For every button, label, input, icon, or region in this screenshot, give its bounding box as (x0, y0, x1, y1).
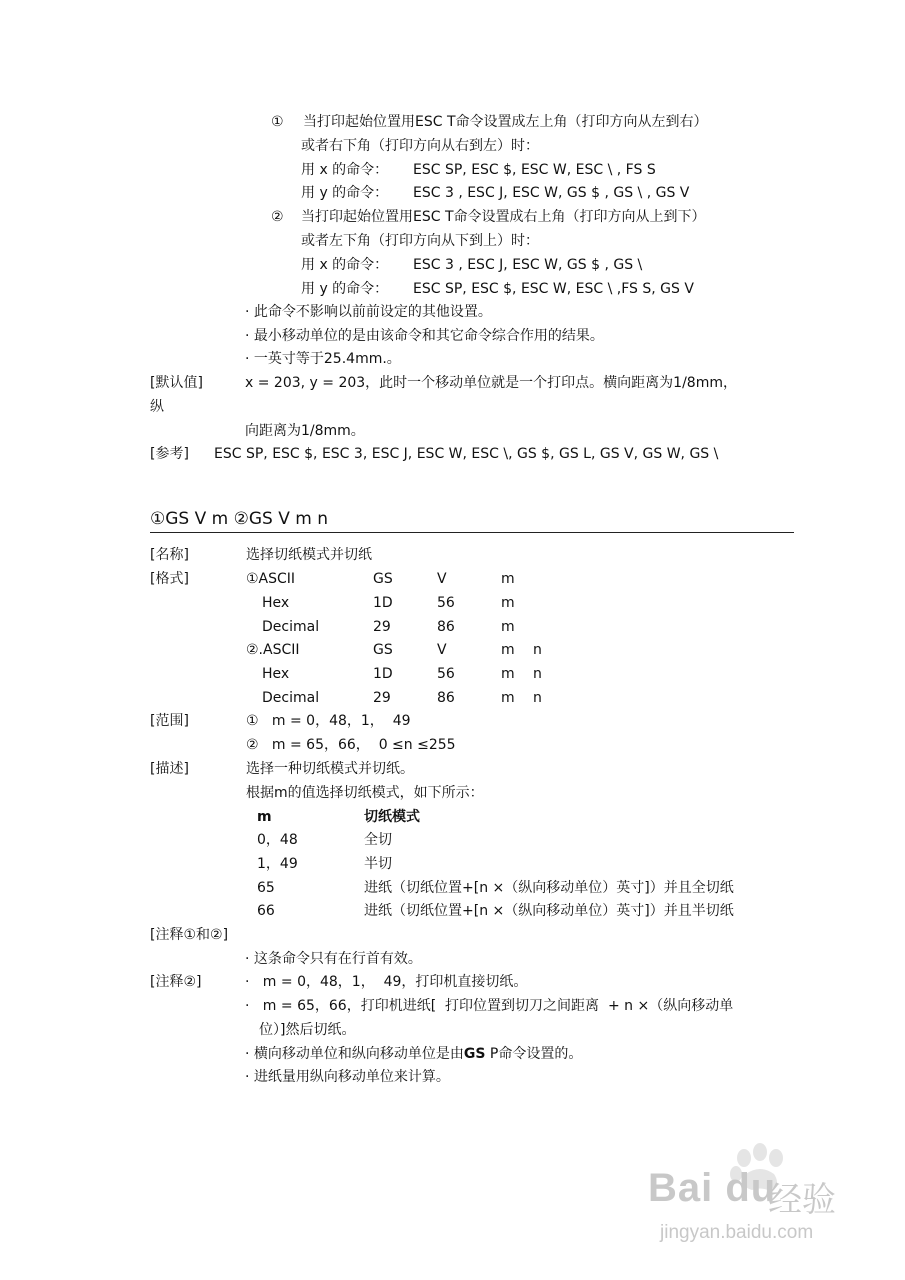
format-cell: V (437, 642, 447, 658)
mode-header-m: m (257, 809, 272, 825)
bullet-note: · 最小移动单位的是由该命令和其它命令综合作用的结果。 (245, 328, 604, 344)
description-label: [描述] (150, 761, 189, 777)
default-text: x = 203, y = 203，此时一个移动单位就是一个打印点。横向距离为1/8mm， (245, 375, 737, 391)
mode-header-mode: 切纸模式 (364, 809, 420, 825)
note2-line-bold: GS (463, 1046, 486, 1062)
format-label: [格式] (150, 571, 189, 587)
format-cell: 56 (437, 595, 455, 611)
format-cell: m (501, 642, 515, 658)
range-label: [范围] (150, 713, 189, 729)
bullet-note: · 一英寸等于25.4mm.。 (245, 351, 401, 367)
format-cell: GS (373, 642, 393, 658)
format-cell: ②.ASCII (246, 642, 300, 658)
bullet-note: · 此命令不影响以前前设定的其他设置。 (245, 304, 492, 320)
item1-x-label: 用 x 的命令： (301, 162, 389, 178)
note2-line: · m = 65，66，打印机进纸[ 打印位置到切刀之间距离 + n ×（纵向移动单 (245, 998, 734, 1014)
format-cell: 1D (373, 595, 393, 611)
range-line: ② m = 65，66， 0 ≤n ≤255 (246, 737, 456, 753)
description-line: 根据m的值选择切纸模式，如下所示： (246, 785, 484, 801)
item2-y-commands: ESC SP, ESC $, ESC W, ESC \ ,FS S, GS V (413, 281, 694, 297)
mode-value: 65 (257, 880, 275, 896)
format-cell: ①ASCII (246, 571, 296, 587)
item2-x-commands: ESC 3 , ESC J, ESC W, GS $ , GS \ (413, 257, 643, 273)
note2-line-post: P命令设置的。 (485, 1046, 583, 1062)
name-value: 选择切纸模式并切纸 (246, 547, 372, 563)
item1-y-commands: ESC 3 , ESC J, ESC W, GS $ , GS \ , GS V (413, 185, 690, 201)
item2-line2: 或者左下角（打印方向从下到上）时： (301, 233, 539, 249)
item1-x-commands: ESC SP, ESC $, ESC W, ESC \ , FS S (413, 162, 656, 178)
format-cell: 56 (437, 666, 455, 682)
item1-y-label: 用 y 的命令： (301, 185, 389, 201)
mode-desc: 半切 (364, 856, 392, 872)
format-cell: n (533, 690, 542, 706)
format-cell: m (501, 571, 515, 587)
format-cell: 29 (373, 690, 391, 706)
item1-line2: 或者右下角（打印方向从右到左）时： (301, 138, 539, 154)
note12-text: · 这条命令只有在行首有效。 (245, 951, 422, 967)
note2-line-pre: · 横向移动单位和纵向移动单位是由 (245, 1046, 464, 1062)
note2-line: 位）]然后切纸。 (259, 1022, 356, 1038)
note12-label: [注释①和②] (150, 927, 229, 943)
item2-y-label: 用 y 的命令： (301, 281, 389, 297)
note2-line: · 进纸量用纵向移动单位来计算。 (245, 1069, 450, 1085)
format-cell: 86 (437, 690, 455, 706)
format-cell: m (501, 666, 515, 682)
reference-text: ESC SP, ESC $, ESC 3, ESC J, ESC W, ESC \, GS $, GS L, GS V, GS W, GS \ (214, 446, 719, 462)
note2-line: · m = 0，48，1， 49，打印机直接切纸。 (245, 974, 528, 990)
format-cell: Hex (262, 666, 290, 682)
format-cell: Decimal (262, 690, 320, 706)
format-cell: 86 (437, 619, 455, 635)
default-wrap: 纵 (150, 399, 164, 415)
mode-value: 0，48 (257, 832, 298, 848)
format-cell: n (533, 642, 542, 658)
default-label: [默认值] (150, 375, 203, 391)
default-text-cont: 向距离为1/8mm。 (245, 423, 365, 439)
mode-desc: 进纸（切纸位置+[n ×（纵向移动单位）英寸]）并且半切纸 (364, 903, 734, 919)
description-line: 选择一种切纸模式并切纸。 (246, 761, 414, 777)
note2-line (245, 1045, 582, 1063)
mode-value: 66 (257, 903, 275, 919)
format-cell: m (501, 690, 515, 706)
mode-desc: 全切 (364, 832, 392, 848)
note2-label: [注释②] (150, 974, 202, 990)
name-label: [名称] (150, 547, 189, 563)
format-cell: n (533, 666, 542, 682)
item2-line1: 当打印起始位置用ESC T命令设置成右上角（打印方向从上到下） (301, 209, 706, 225)
watermark-brand: Bai du (648, 1166, 777, 1210)
section-divider (150, 532, 794, 533)
mode-value: 1，49 (257, 856, 298, 872)
format-cell: V (437, 571, 447, 587)
format-cell: 1D (373, 666, 393, 682)
item2-x-label: 用 x 的命令： (301, 257, 389, 273)
reference-label: [参考] (150, 446, 189, 462)
item2-marker: ② (271, 209, 284, 225)
format-cell: m (501, 595, 515, 611)
section-title: ①GS V m ②GS V m n (150, 509, 328, 529)
item1-line1: 当打印起始位置用ESC T命令设置成左上角（打印方向从左到右） (303, 114, 708, 130)
format-cell: Hex (262, 595, 290, 611)
watermark-cn: 经验 (768, 1180, 836, 1220)
format-cell: 29 (373, 619, 391, 635)
format-cell: Decimal (262, 619, 320, 635)
format-cell: GS (373, 571, 393, 587)
format-cell: m (501, 619, 515, 635)
item1-marker: ① (271, 114, 284, 130)
range-line: ① m = 0，48，1， 49 (246, 713, 411, 729)
watermark-url: jingyan.baidu.com (660, 1222, 814, 1243)
mode-desc: 进纸（切纸位置+[n ×（纵向移动单位）英寸]）并且全切纸 (364, 880, 734, 896)
